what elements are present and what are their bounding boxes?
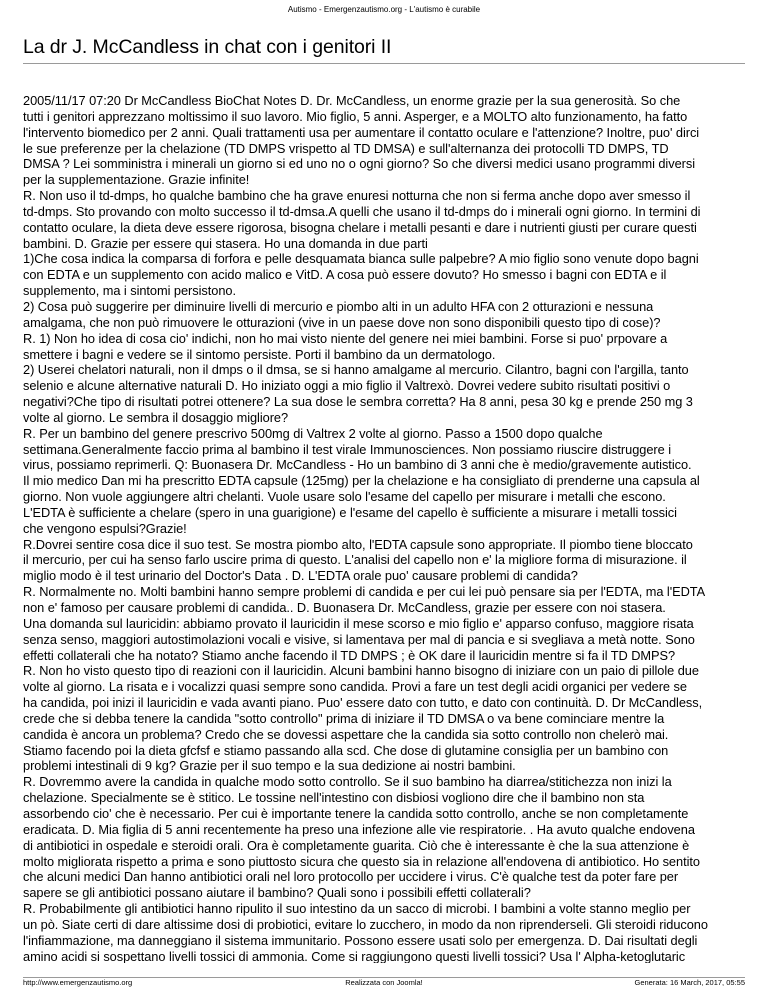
article-text-line: un pò. Siate certi di dare altissime dosi di probiotici, evitare lo zucchero, in modo da non riprenderseli. Gli steroidi riducono <box>23 916 708 932</box>
footer-generated-date: Generata: 16 March, 2017, 05:55 <box>634 978 745 987</box>
article-text-line: per la supplementazione. Grazie infinite! <box>23 172 250 188</box>
footer-url-link[interactable]: http://www.emergenzautismo.org <box>23 978 133 987</box>
article-text-line: L'EDTA è sufficiente a chelare (spero in una guarigione) e l'esame del capello è sufficiente a misurare i metalli tossici <box>23 504 677 520</box>
article-text-line: R. Normalmente no. Molti bambini hanno sempre problemi di candida e per cui lei può pensare sia per l'EDTA, ma l'EDTA <box>23 584 706 600</box>
article-text-line: volte al giorno. La risata e i vocalizzi quasi sempre sono candida. Provi a fare un test degli acidi organici per vedere se <box>23 679 687 695</box>
article-text-line: Una domanda sul lauricidin: abbiamo provato il lauricidin il mese scorso e mio figlio e' apparso confuso, maggiore risata <box>23 615 694 631</box>
page-footer <box>23 978 745 988</box>
article-text-line: ha candida, poi inizi il lauricidin e vada avanti piano. Puo' essere dato con tutto, e dato con continuità. D. Dr McCandless, <box>23 695 703 711</box>
article-text-line: 2005/11/17 07:20 Dr McCandless BioChat Notes D. Dr. McCandless, un enorme grazie per la sua generosità. So che <box>23 93 681 108</box>
article-text-line: molto migliorata rispetto a prima e sono piuttosto sicura che questo sia in relazione all'endovena di antibiotico. Ho sentito <box>23 853 700 869</box>
title-divider <box>23 63 745 64</box>
article-text-line: R. Probabilmente gli antibiotici hanno ripulito il suo intestino da un sacco di microbi. I bambini a volte stanno meglio per <box>23 901 691 917</box>
article-text-line: contatto oculare, la dieta deve essere rigorosa, bisogna chelare i metalli pesanti e dare i nutrienti giusti per curare questi <box>23 219 697 235</box>
article-text-line: l'infiammazione, ma danneggiano il sistema immunitario. Possono essere usati solo per emergenza. D. Dai risultati degli <box>23 932 698 948</box>
article-text-line: senza senso, maggiori autostimolazioni vocali e visive, si lamentava per mal di pancia e si svegliava a metà notte. Sono <box>23 631 695 647</box>
article-text-line: non e' famoso per causare problemi di candida.. D. Buonasera Dr. McCandless, grazie per essere con noi stasera. <box>23 600 666 615</box>
article-text-line: negativi?Che tipo di risultati potrei ottenere? La sua dose le sembra corretta? Ha 8 anni, pesa 30 kg e prende 250 mg 3 <box>23 394 693 410</box>
article-text-line: eradicata. D. Mia figlia di 5 anni recentemente ha preso una infezione alle vie respiratorie. . Ha avuto qualche endovena <box>23 821 695 837</box>
article-text-line: 1)Che cosa indica la comparsa di forfora e pelle desquamata bianca sulle palpebre? A mio figlio sono venute dopo bagni <box>23 251 699 267</box>
footer-credit: Realizzata con Joomla! <box>345 978 423 987</box>
article-text-line: virus, possiamo reprimerli. Q: Buonasera Dr. McCandless - Ho un bambino di 3 anni che è medio/gravemente autistico. <box>23 457 692 473</box>
article-text-line: R. Non uso il td-dmps, ho qualche bambino che ha grave enuresi notturna che non si ferma anche dopo aver smesso il <box>23 188 691 204</box>
article-text-line: tutti i genitori apprezzano moltissimo il suo lavoro. Mio figlio, 5 anni. Asperger, e a MOLTO alto funzionamento, ha fatto <box>23 108 688 124</box>
article-text-line: 2) Userei chelatori naturali, non il dmps o il dmsa, se si hanno amalgame al mercurio. Cilantro, bagni con l'argilla, tanto <box>23 362 689 378</box>
article-text-line: smettere i bagni e vedere se il sintomo persiste. Porti il bambino da un dermatologo. <box>23 346 496 362</box>
article-text-line: crede che si debba tenere la candida "sotto controllo" prima di iniziare il TD DMSA o va bene cominciare mentre la <box>23 710 665 726</box>
article-text-line: che vengono espulsi?Grazie! <box>23 520 187 536</box>
article-text-line: con EDTA e un supplemento con acido malico e VitD. A cosa può essere dovuto? Ho smesso i bagni con EDTA e il <box>23 267 667 283</box>
article-text-line: candida è ancora un problema? Credo che se dovessi aspettare che la candida sia sotto controllo non chelerò mai. <box>23 726 669 742</box>
article-text-line: volte al giorno. Le sembra il dosaggio migliore? <box>23 409 289 425</box>
article-text-line: il mercurio, per cui ha senso farlo uscire prima di questo. L'analisi del capello non e' la migliore forma di misurazione. il <box>23 552 687 568</box>
article-text-line: giorno. Non vuole aggiungere altri chelanti. Vuole usare solo l'esame del capello per misurare i metalli che escono. <box>23 489 666 505</box>
article-text-line: miglio modo è il test urinario del Doctor's Data . D. L'EDTA orale puo' causare problemi di candida? <box>23 568 578 584</box>
article-text-line: DMSA ? Lei somministra i minerali un giorno si ed uno no o ogni giorno? So che diversi medici usano programmi diversi <box>23 156 695 172</box>
article-title: La dr J. McCandless in chat con i genitori II <box>23 36 392 58</box>
article-text-line: sapere se gli antibiotici possano aiutare il bambino? Quali sono i possibili effetti collaterali? <box>23 885 531 901</box>
article-text-line: chelazione. Specialmente se è stitico. Le tossine nell'intestino con disbiosi vogliono dire che il bambino non sta <box>23 790 645 806</box>
article-text-line: amalgama, che non può rimuovere le otturazioni (vive in un paese dove non sono disponibili questo tipo di cose)? <box>23 314 661 330</box>
article-text-line: R. 1) Non ho idea di cosa cio' indichi, non ho mai visto niente del genere nei miei bambini. Forse si puo' prpovare a <box>23 330 668 346</box>
article-text-line: di antibiotici in ospedale e steroidi orali. Ora è completamente guarita. Ciò che è interessante è che la sua attenzione è <box>23 837 690 853</box>
article-body <box>23 93 745 963</box>
article-text-line: bambini. D. Grazie per essere qui stasera. Ho una domanda in due parti <box>23 235 428 251</box>
article-text-line: td-dmps. Sto provando con molto successo il td-dmsa.A quelli che usano il td-dmps do i minerali ogni giorno. In termini di <box>23 203 701 219</box>
article-text-line: l'intervento biomedico per 2 anni. Quali trattamenti usa per aumentare il contatto oculare e l'attenzione? Inoltre, puo' dirci <box>23 124 700 140</box>
article-text-line: amino acidi si sospettano livelli tossici di ammonia. Come si raggiungono questi livelli tossici? Usa l' Alpha-ketoglutaric <box>23 948 686 963</box>
article-text-line: Il mio medico Dan mi ha prescritto EDTA capsule (125mg) per la chelazione e ha consigliato di prenderne una capsula al <box>23 473 700 489</box>
article-text-line: 2) Cosa può suggerire per diminuire livelli di mercurio e piombo alti in un adulto HFA con 2 otturazioni e nessuna <box>23 298 654 314</box>
article-text-line: settimana.Generalmente faccio prima al bambino il test virale Immunosciences. Non possiamo riuscire distruggere i <box>23 441 671 457</box>
article-text-line: R.Dovrei sentire cosa dice il suo test. Se mostra piombo alto, l'EDTA capsule sono appropriate. Il piombo tiene bloccato <box>23 536 693 552</box>
article-text-line: le sue preferenze per la chelazione (TD DMPS vrispetto al TD DMSA) e sull'alternanza dei protocolli TD DMPS, TD <box>23 140 669 156</box>
article-text-line: che alcuni medici Dan hanno antibiotici orali nel loro protocollo per uccidere i virus. C'è qualche test da poter fare per <box>23 869 679 885</box>
article-text-line: R. Dovremmo avere la candida in qualche modo sotto controllo. Se il suo bambino ha diarrea/stitichezza non inizi la <box>23 774 672 790</box>
article-text-line: selenio e alcune alternative naturali D. Ho iniziato oggi a mio figlio il Valtrexò. Dovrei vedere subito risultati positivi o <box>23 378 671 394</box>
article-text-line: supplemento, ma i sintomi persistono. <box>23 283 236 299</box>
article-text-line: effetti collaterali che ha notato? Stiamo anche facendo il TD DMPS ; è OK dare il lauricidin mentre si fa il TD DMPS? <box>23 647 676 663</box>
article-text-line: Stiamo facendo poi la dieta gfcfsf e stiamo passando alla scd. Che dose di glutamine consiglia per un bambino con <box>23 742 669 758</box>
article-text-line: assorbendo cio' che è necessario. Per cui è importante tenere la candida sotto controllo, anche se non completamente <box>23 805 689 821</box>
page-header: Autismo - Emergenzautismo.org - L'autismo è curabile <box>287 5 481 14</box>
article-text-line: R. Per un bambino del genere prescrivo 500mg di Valtrex 2 volte al giorno. Passo a 1500 dopo qualche <box>23 425 603 441</box>
article-text-line: problemi intestinali di 9 kg? Grazie per il suo tempo e la sua dedizione ai nostri bambini. <box>23 758 516 774</box>
article-text-line: R. Non ho visto questo tipo di reazioni con il lauricidin. Alcuni bambini hanno bisogno di iniziare con un paio di pillole due <box>23 663 699 679</box>
